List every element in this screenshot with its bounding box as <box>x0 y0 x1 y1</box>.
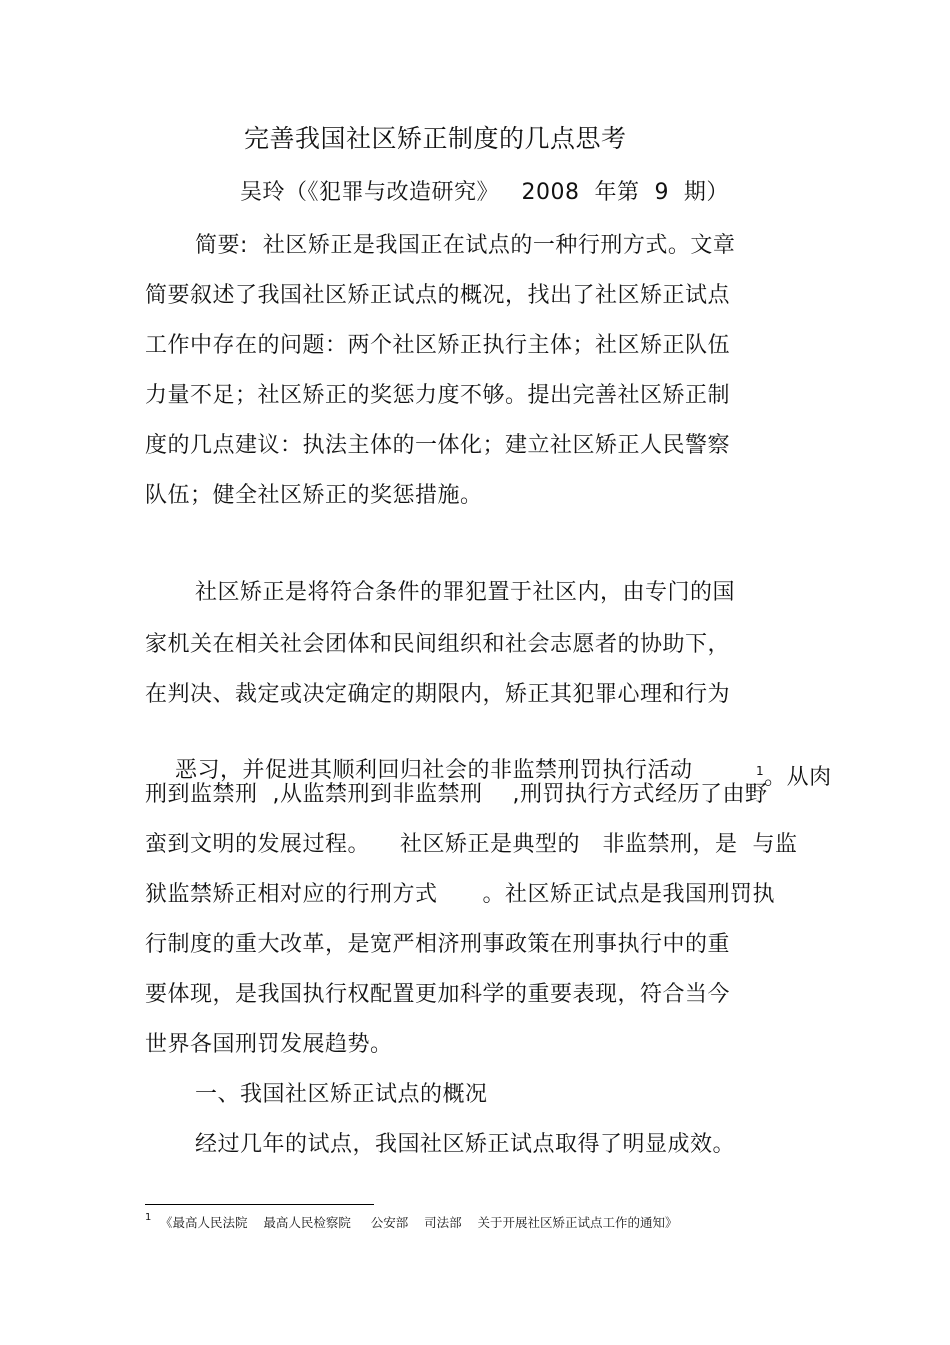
body-line: 刑到监禁刑 ,从监禁刑到非监禁刑 ,刑罚执行方式经历了由野 <box>145 782 768 807</box>
body-line-text: 恶习，并促进其顺利回归社会的非监禁刑罚执行活动 <box>174 758 693 783</box>
abstract-line: 工作中存在的问题：两个社区矫正执行主体；社区矫正队伍 <box>145 333 731 358</box>
footnote-divider <box>145 1204 374 1205</box>
abstract-line: 队伍；健全社区矫正的奖惩措施。 <box>145 483 483 508</box>
section-heading: 一、我国社区矫正试点的概况 <box>195 1082 488 1107</box>
abstract-line: 简要: 社区矫正是我国正在试点的一种行刑方式。文章 <box>195 233 736 258</box>
body-line-tail-text: 。从肉 <box>764 765 832 790</box>
body-line: 在判决、裁定或决定确定的期限内，矫正其犯罪心理和行为 <box>145 682 731 707</box>
abstract-line: 简要叙述了我国社区矫正试点的概况，找出了社区矫正试点 <box>145 283 731 308</box>
body-line: 家机关在相关社会团体和民间组织和社会志愿者的协助下， <box>145 632 731 657</box>
abstract-line: 力量不足；社区矫正的奖惩力度不够。提出完善社区矫正制 <box>145 383 731 408</box>
footnote-mark: 1 <box>145 1212 152 1223</box>
body-line: 要体现，是我国执行权配置更加科学的重要表现，符合当今 <box>145 982 731 1007</box>
abstract-line: 度的几点建议：执法主体的一体化；建立社区矫正人民警察 <box>145 433 731 458</box>
body-line: 社区矫正是将符合条件的罪犯置于社区内，由专门的国 <box>195 580 736 605</box>
body-line: 行制度的重大改革，是宽严相济刑事政策在刑事执行中的重 <box>145 932 731 957</box>
author-byline: 吴玲（《犯罪与改造研究》 2008 年第 9 期） <box>240 180 729 205</box>
body-line: 狱监禁矫正相对应的行刑方式 。社区矫正试点是我国刑罚执 <box>145 882 775 907</box>
document-title: 完善我国社区矫正制度的几点思考 <box>244 124 627 153</box>
body-line: 世界各国刑罚发展趋势。 <box>145 1032 393 1057</box>
section-first-line: 经过几年的试点，我国社区矫正试点取得了明显成效。 <box>195 1132 736 1157</box>
footnote-text: 《最高人民法院 最高人民检察院 公安部 司法部 关于开展社区矫正试点工作的通知》 <box>160 1215 678 1230</box>
body-line: 蛮到文明的发展过程。 社区矫正是典型的 非监禁刑，是 与监 <box>145 832 798 857</box>
footnote-reference[interactable]: 1 <box>755 764 765 778</box>
